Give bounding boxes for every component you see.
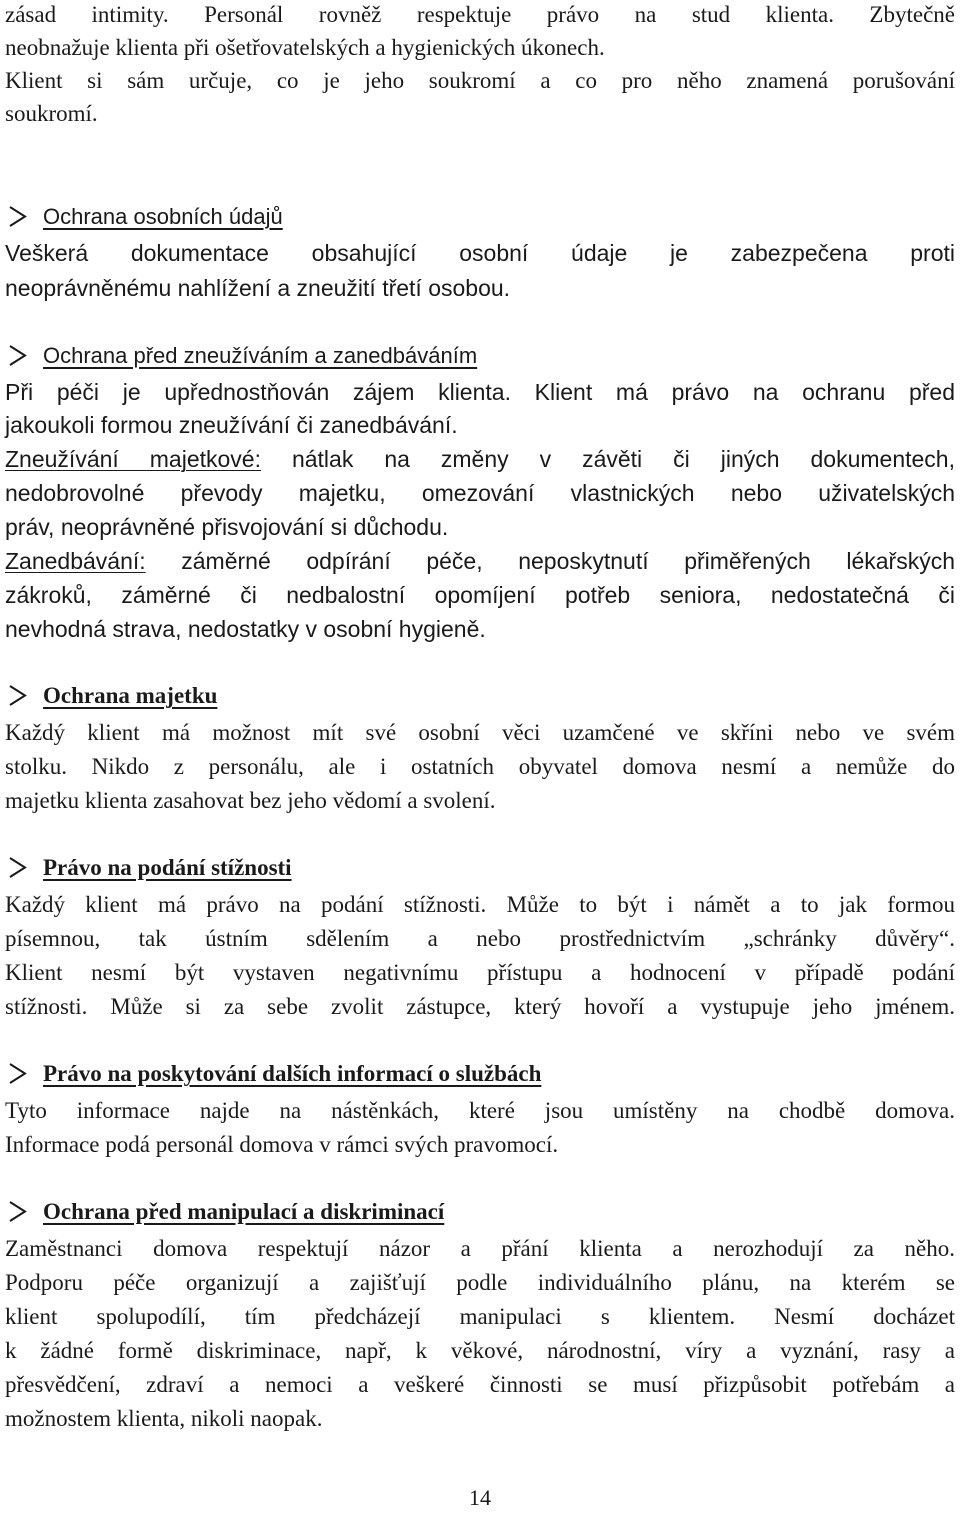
arrow-bullet-icon bbox=[5, 679, 29, 712]
body-line: Klient nesmí být vystaven negativnímu přístupu a hodnocení v případě podání bbox=[5, 960, 955, 985]
body-line: Každý klient má možnost mít své osobní věci uzamčené ve skříni nebo ve svém bbox=[5, 720, 955, 745]
body-line: majetku klienta zasahovat bez jeho vědomí a svolení. bbox=[5, 788, 496, 813]
body-line: Zaměstnanci domova respektují názor a přání klienta a nerozhodují za něho. bbox=[5, 1236, 955, 1261]
section-heading-information: Právo na poskytování dalších informací o službách bbox=[43, 1061, 542, 1086]
abuse-text: nátlak na změny v závěti či jiných dokumentech, bbox=[260, 446, 955, 472]
body-line: jakoukoli formou zneužívání či zanedbávání. bbox=[5, 412, 458, 438]
body-line: Podporu péče organizují a zajišťují podle individuálního plánu, na kterém se bbox=[5, 1270, 955, 1295]
arrow-bullet-icon bbox=[5, 1057, 29, 1090]
body-line: neoprávněnému nahlížení a zneužití třetí osobou. bbox=[5, 275, 511, 301]
body-line: písemnou, tak ústním sdělením a nebo prostřednictvím „schránky důvěry“. bbox=[5, 926, 955, 951]
arrow-bullet-icon bbox=[5, 339, 29, 372]
arrow-bullet-icon bbox=[5, 200, 29, 233]
body-line: práv, neoprávněné přisvojování si důchodu. bbox=[5, 514, 449, 540]
body-line: stolku. Nikdo z personálu, ale i ostatních obyvatel domova nesmí a nemůže do bbox=[5, 754, 955, 779]
body-line: přesvědčení, zdraví a nemoci a veškeré činnosti se musí přizpůsobit potřebám a bbox=[5, 1372, 955, 1397]
section-heading-manipulation: Ochrana před manipulací a diskriminací bbox=[43, 1199, 445, 1224]
intro-line: zásad intimity. Personál rovněž respektuje právo na stud klienta. Zbytečně bbox=[5, 2, 955, 27]
section-heading-abuse-neglect: Ochrana před zneužíváním a zanedbáváním bbox=[43, 343, 478, 368]
intro-line: Klient si sám určuje, co je jeho soukromí a co pro něho znamená porušování bbox=[5, 68, 955, 93]
body-line: Veškerá dokumentace obsahující osobní údaje je zabezpečena proti bbox=[5, 240, 955, 266]
arrow-bullet-icon bbox=[5, 1195, 29, 1228]
abuse-label: Zneužívání majetkové: bbox=[5, 446, 261, 472]
page-number: 14 bbox=[469, 1485, 491, 1510]
body-line: nedobrovolné převody majetku, omezování vlastnických nebo uživatelských bbox=[5, 480, 955, 506]
body-line: nevhodná strava, nedostatky v osobní hygieně. bbox=[5, 616, 486, 642]
body-line: Každý klient má právo na podání stížnosti. Může to být i námět a to jak formou bbox=[5, 892, 955, 917]
body-line: Tyto informace najde na nástěnkách, které jsou umístěny na chodbě domova. bbox=[5, 1098, 955, 1123]
section-heading-personal-data: Ochrana osobních údajů bbox=[43, 204, 283, 229]
neglect-paragraph-line bbox=[5, 545, 955, 578]
abuse-paragraph-line bbox=[5, 443, 955, 476]
body-line: zákroků, záměrné či nedbalostní opomíjení potřeb seniora, nedostatečná či bbox=[5, 582, 955, 608]
neglect-label: Zanedbávání: bbox=[5, 548, 146, 574]
body-line: stížnosti. Může si za sebe zvolit zástupce, který hovoří a vystupuje jeho jménem. bbox=[5, 994, 955, 1019]
body-line: Informace podá personál domova v rámci svých pravomocí. bbox=[5, 1132, 559, 1157]
arrow-bullet-icon bbox=[5, 851, 29, 884]
section-heading-property: Ochrana majetku bbox=[43, 683, 218, 708]
body-line: možnostem klienta, nikoli naopak. bbox=[5, 1406, 323, 1431]
body-line: klient spolupodílí, tím předcházejí manipulaci s klientem. Nesmí docházet bbox=[5, 1304, 955, 1329]
section-heading-complaint: Právo na podání stížnosti bbox=[43, 855, 292, 880]
intro-line: neobnažuje klienta při ošetřovatelských a hygienických úkonech. bbox=[5, 35, 605, 60]
body-line: Při péči je upřednostňován zájem klienta. Klient má právo na ochranu před bbox=[5, 379, 955, 405]
intro-line: soukromí. bbox=[5, 101, 98, 126]
neglect-text: záměrné odpírání péče, neposkytnutí přiměřených lékařských bbox=[145, 548, 955, 574]
body-line: k žádné formě diskriminace, např, k věkové, národnostní, víry a vyznání, rasy a bbox=[5, 1338, 955, 1363]
